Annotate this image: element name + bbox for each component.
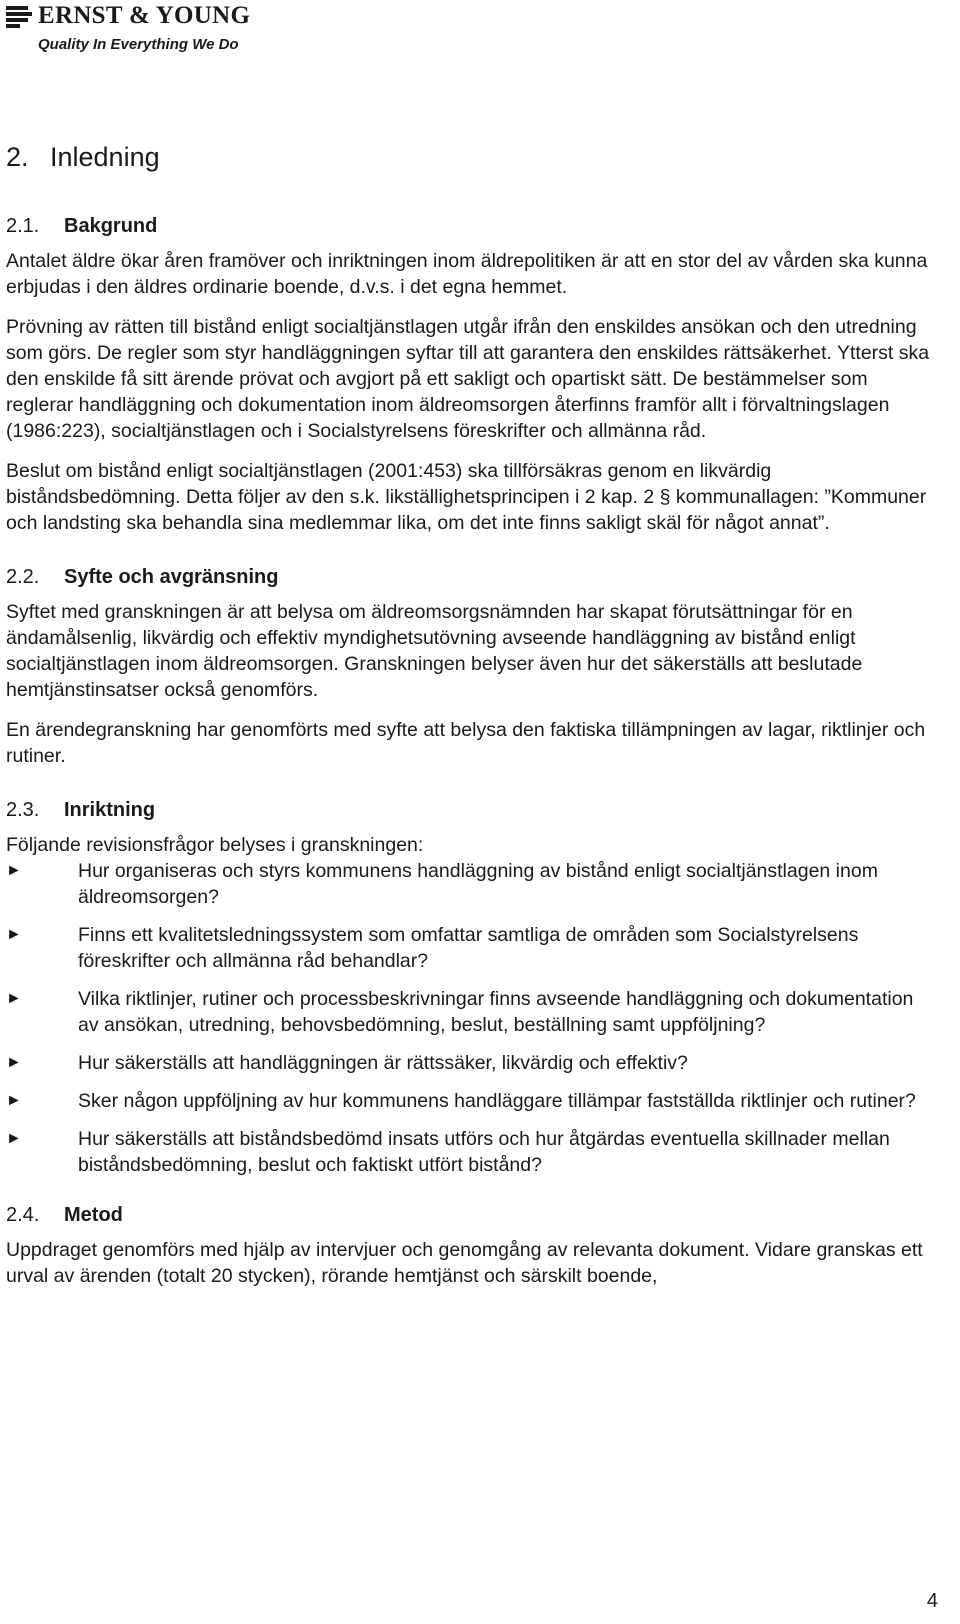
logo-tagline: Quality In Everything We Do bbox=[38, 36, 239, 53]
section-number: 2.4. bbox=[6, 1204, 40, 1226]
triangle-bullet-icon: ► bbox=[6, 1130, 22, 1147]
chapter-title: Inledning bbox=[50, 142, 160, 172]
triangle-bullet-icon: ► bbox=[6, 926, 22, 943]
chapter-number: 2. bbox=[6, 142, 29, 172]
logo-name: ERNST & YOUNG bbox=[38, 2, 251, 29]
section-number: 2.1. bbox=[6, 215, 40, 237]
paragraph: Uppdraget genomförs med hjälp av intervjuer och genomgång av relevanta dokument. Vidare granskas ett urval av ärenden (totalt 20 stycken), rörande hemtjänst och särskilt boende, bbox=[6, 1239, 923, 1287]
paragraph: En ärendegranskning har genomförts med syfte att belysa den faktiska tillämpningen av lagar, riktlinjer och rutiner. bbox=[6, 719, 926, 767]
list-item bbox=[6, 986, 936, 1038]
chapter-heading bbox=[6, 142, 936, 173]
list-item bbox=[6, 1088, 936, 1114]
section-title: Inriktning bbox=[64, 799, 156, 821]
section-number: 2.3. bbox=[6, 799, 40, 821]
list-item-text: Hur säkerställs att handläggningen är rättssäker, likvärdig och effektiv? bbox=[78, 1052, 688, 1074]
section-title: Bakgrund bbox=[64, 215, 158, 237]
section-title: Metod bbox=[64, 1204, 123, 1226]
question-list bbox=[6, 858, 936, 1178]
triangle-bullet-icon: ► bbox=[6, 862, 22, 879]
triangle-bullet-icon: ► bbox=[6, 1092, 22, 1109]
section-heading-bakgrund bbox=[6, 215, 936, 238]
list-item bbox=[6, 1050, 936, 1076]
triangle-bullet-icon: ► bbox=[6, 990, 22, 1007]
paragraph: Syftet med granskningen är att belysa om äldreomsorgsnämnden har skapat förutsättningar för en ändamålsenlig, likvärdig och effektiv myndighetsutövning avseende handläggning av bistånd enligt socialtjänstlagen inom äldreomsorgen. Granskningen belyser även hur det säkerställs att beslutade hemtjänstinsatser också genomförs. bbox=[6, 601, 863, 701]
section-heading-syfte bbox=[6, 566, 936, 589]
list-item-text: Hur organiseras och styrs kommunens handläggning av bistånd enligt socialtjänstlagen inom äldreomsorgen? bbox=[78, 860, 878, 908]
paragraph: Beslut om bistånd enligt socialtjänstlagen (2001:453) ska tillförsäkras genom en likvärdig biståndsbedömning. Detta följer av den s.k. likställighetsprincipen i 2 kap. 2 § kommunallagen: ”Kommuner och landsting ska behandla sina medlemmar lika, om det inte finns sakligt skäl för något annat”. bbox=[6, 460, 927, 534]
ernst-young-logo bbox=[6, 2, 256, 60]
section-heading-inriktning bbox=[6, 799, 936, 822]
triangle-bullet-icon: ► bbox=[6, 1054, 22, 1071]
document-body bbox=[6, 142, 936, 1289]
paragraph: Antalet äldre ökar åren framöver och inriktningen inom äldrepolitiken är att en stor del av vården ska kunna erbjudas i den äldres ordinarie boende, d.v.s. i det egna hemmet. bbox=[6, 250, 928, 298]
section-heading-metod bbox=[6, 1204, 936, 1227]
list-item-text: Vilka riktlinjer, rutiner och processbeskrivningar finns avseende handläggning och dokumentation av ansökan, utredning, behovsbedömning, beslut, beställning samt uppföljning? bbox=[78, 988, 914, 1036]
list-item-text: Hur säkerställs att biståndsbedömd insats utförs och hur åtgärdas eventuella skillnader mellan biståndsbedömning, beslut och faktiskt utfört bistånd? bbox=[78, 1128, 890, 1176]
list-item-text: Sker någon uppföljning av hur kommunens handläggare tillämpar fastställda riktlinjer och rutiner? bbox=[78, 1090, 916, 1112]
page-number: 4 bbox=[926, 1590, 938, 1612]
list-item bbox=[6, 858, 936, 910]
paragraph: Följande revisionsfrågor belyses i granskningen: bbox=[6, 834, 424, 856]
section-title: Syfte och avgränsning bbox=[64, 566, 279, 588]
list-item bbox=[6, 1126, 936, 1178]
logo-mark-icon bbox=[6, 6, 32, 28]
section-number: 2.2. bbox=[6, 566, 40, 588]
list-item bbox=[6, 922, 936, 974]
paragraph: Prövning av rätten till bistånd enligt socialtjänstlagen utgår ifrån den enskildes ansökan och den utredning som görs. De regler som styr handläggningen syftar till att garantera den enskildes rättsäkerhet. Ytterst ska den enskilde få sitt ärende prövat och avgjort på ett sakligt och opartiskt sätt. De bestämmelser som reglerar handläggning och dokumentation inom äldreomsorgen återfinns framför allt i förvaltningslagen (1986:223), socialtjänstlagen och i Socialstyrelsens föreskrifter och allmänna råd. bbox=[6, 316, 930, 442]
list-item-text: Finns ett kvalitetsledningssystem som omfattar samtliga de områden som Socialstyrelsens föreskrifter och allmänna råd behandlar? bbox=[78, 924, 859, 972]
